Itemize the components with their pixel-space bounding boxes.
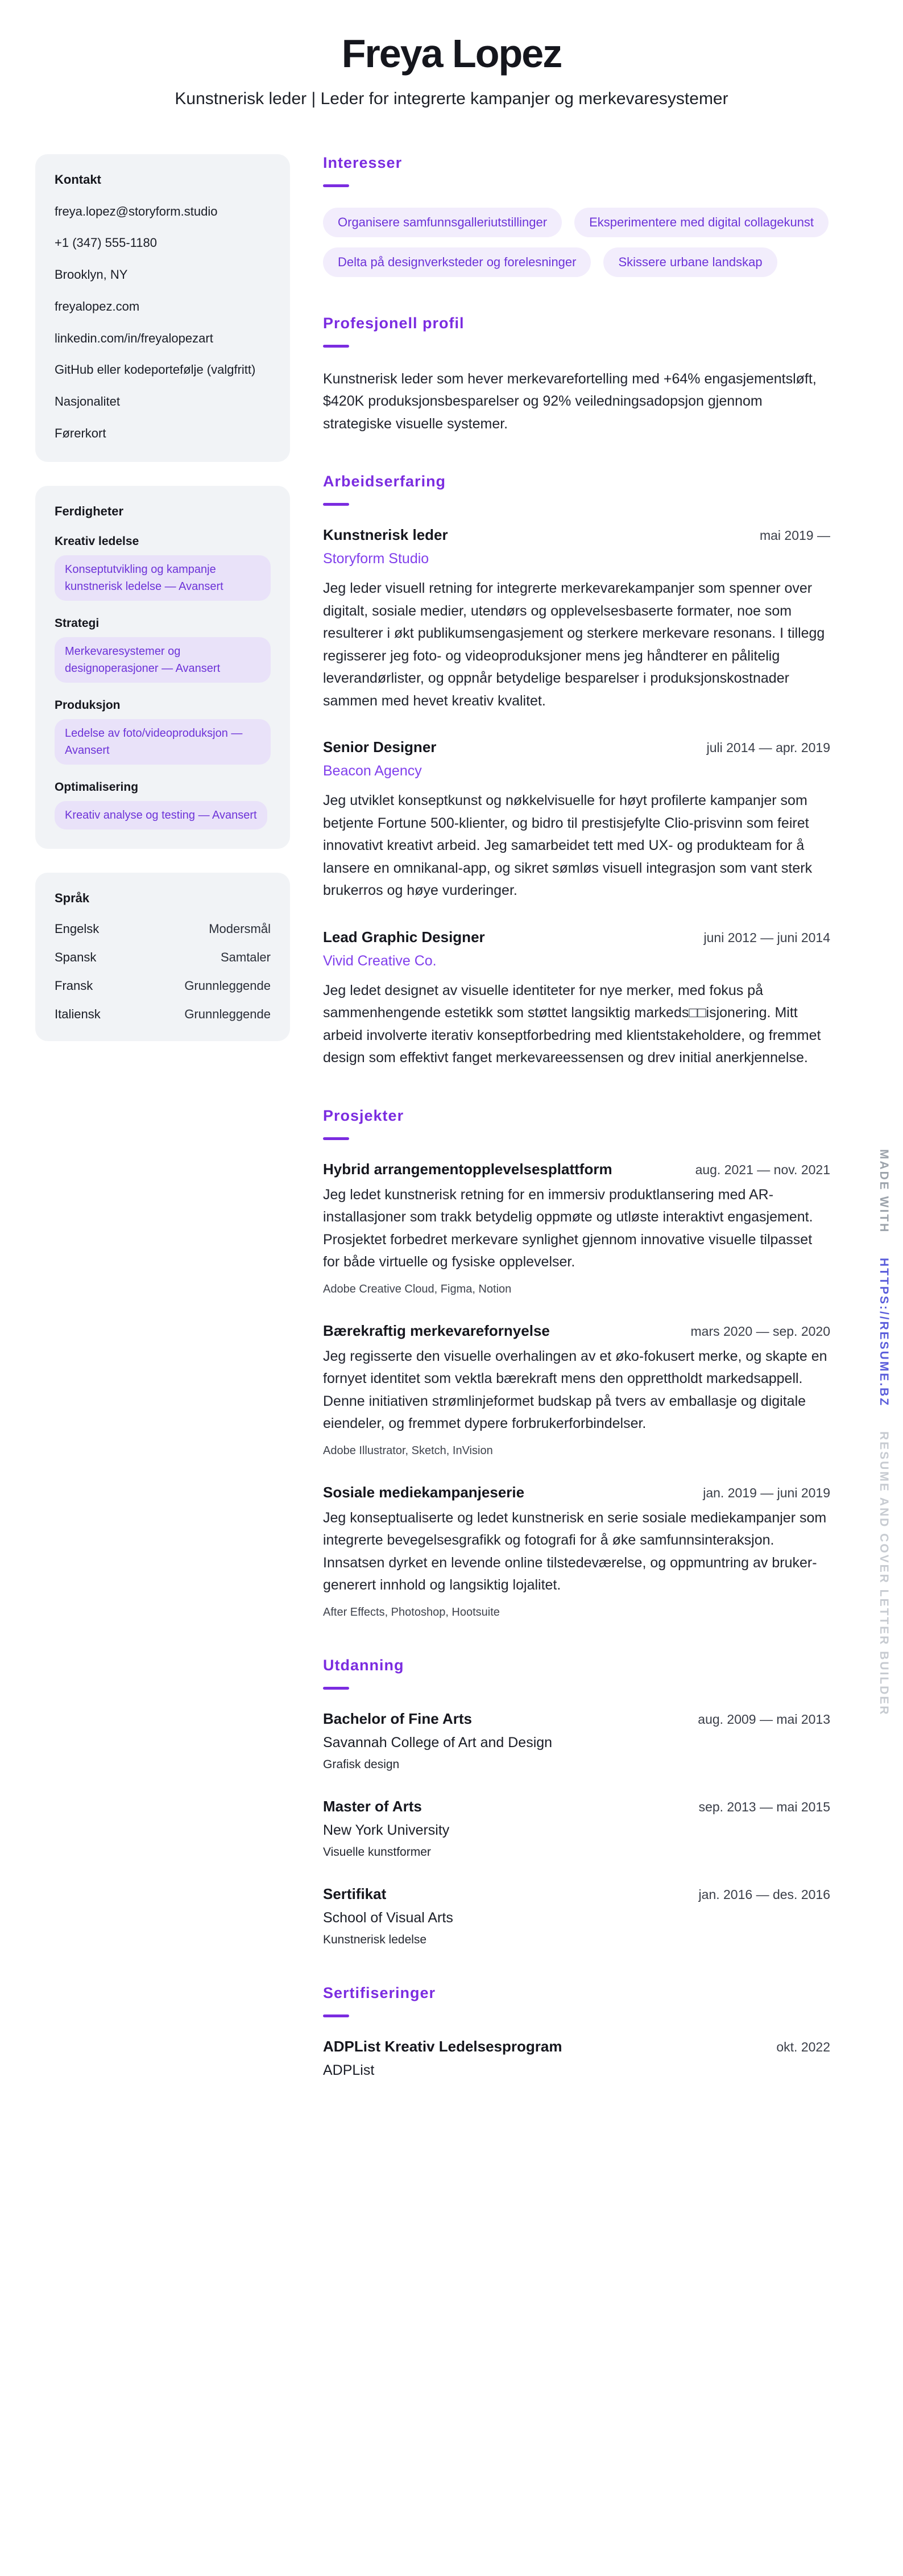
section-experience <box>323 473 830 1070</box>
certification-date: okt. 2022 <box>776 2039 830 2054</box>
section-profile <box>323 315 830 436</box>
skill-pill: Merkevaresystemer og designoperasjoner — Avansert <box>55 637 271 683</box>
job-dates: juni 2012 — juni 2014 <box>703 930 830 945</box>
language-name: Fransk <box>55 978 93 993</box>
certification-name: ADPList Kreativ Ledelsesprogram <box>323 2037 562 2055</box>
education-field: Kunstnerisk ledelse <box>323 1933 427 1946</box>
contact-email: freya.lopez@storyform.studio <box>55 204 218 218</box>
sidebar <box>35 154 290 1041</box>
language-row <box>55 1007 271 1022</box>
languages-card <box>35 873 290 1041</box>
person-tagline: Kunstnerisk leder | Leder for integrerte kampanjer og merkevaresystemer <box>175 89 728 108</box>
job-header <box>323 738 830 756</box>
project-title: Hybrid arrangementopplevelsesplattform <box>323 1160 612 1178</box>
watermark <box>877 1149 890 1716</box>
section-underline <box>323 1687 349 1690</box>
project-entry <box>323 1322 830 1458</box>
section-underline <box>323 184 349 187</box>
job-dates: juli 2014 — apr. 2019 <box>706 740 830 755</box>
project-description: Jeg konseptualiserte og ledet kunstnerisk en serie sosiale mediekampanjer som integrerte bevegelsesgrafikk og fotografi for å øke samfunnsinteraksjon. Innsatsen dyrket en levende online tilstedeværelse, og oppmuntring av bruker-generert innhold og langsiktig lojalitet. <box>323 1509 827 1593</box>
job-description: Jeg leder visuell retning for integrerte merkevarekampanjer som spenner over digitalt, sosiale medier, utendørs og opplevelsesbaserte formater, noe som resulterer i økt publikumsengasjement og sterkere merkevare resonans. I tillegg regisserer jeg foto- og videoproduksjoner mens jeg håndterer en pålitelig leverandørlister, og oppnår betydelige besparelser i produksjonskostnader sammen med hevet kreativ kvalitet. <box>323 580 825 709</box>
contact-phone: +1 (347) 555-1180 <box>55 236 158 250</box>
contact-card <box>35 154 290 462</box>
person-name: Freya Lopez <box>341 31 562 76</box>
project-tools: After Effects, Photoshop, Hootsuite <box>323 1605 500 1619</box>
section-certifications <box>323 1984 830 2079</box>
education-field: Visuelle kunstformer <box>323 1845 431 1859</box>
project-tools: Adobe Illustrator, Sketch, InVision <box>323 1444 493 1457</box>
project-tools: Adobe Creative Cloud, Figma, Notion <box>323 1282 512 1295</box>
education-entry <box>323 1885 830 1947</box>
job-title: Lead Graphic Designer <box>323 928 485 946</box>
skills-card <box>35 486 290 849</box>
project-entry <box>323 1161 830 1296</box>
watermark-url: HTTPS://RESUME.BZ <box>877 1258 890 1407</box>
project-dates: aug. 2021 — nov. 2021 <box>695 1162 830 1177</box>
degree-title: Sertifikat <box>323 1885 387 1902</box>
skill-group-label: Kreativ ledelse <box>55 534 139 548</box>
certification-issuer: ADPList <box>323 2062 375 2078</box>
job-title: Kunstnerisk leder <box>323 526 448 543</box>
project-title: Sosiale mediekampanjeserie <box>323 1483 525 1501</box>
profile-text: Kunstnerisk leder som hever merkevarefortelling med +64% engasjementsløft, $420K produksjonsbesparelser og 92% veiledningsadopsjon gjennom strategiske visuelle systemer. <box>323 370 817 432</box>
language-level: Grunnleggende <box>184 978 271 993</box>
certification-entry <box>323 2038 830 2079</box>
interest-pill: Organisere samfunnsgalleriutstillinger <box>323 208 562 237</box>
job-entry <box>323 738 830 902</box>
contact-github: GitHub eller kodeportefølje (valgfritt) <box>55 362 256 377</box>
degree-title: Bachelor of Fine Arts <box>323 1710 472 1727</box>
project-title: Bærekraftig merkevarefornyelse <box>323 1322 550 1339</box>
interest-pill: Delta på designverksteder og forelesninger <box>323 247 591 277</box>
contact-title: Kontakt <box>55 172 101 187</box>
contact-drivers-license: Førerkort <box>55 426 106 441</box>
section-underline <box>323 345 349 348</box>
language-row <box>55 950 271 965</box>
interest-pill: Eksperimentere med digital collagekunst <box>574 208 829 237</box>
language-level: Grunnleggende <box>184 1006 271 1021</box>
job-header <box>323 928 830 946</box>
education-school: School of Visual Arts <box>323 1909 453 1926</box>
section-education <box>323 1657 830 1947</box>
language-level: Modersmål <box>209 921 271 936</box>
skill-group-label: Strategi <box>55 616 100 630</box>
project-header <box>323 1161 830 1178</box>
content-columns <box>0 154 903 2116</box>
education-header <box>323 1710 830 1728</box>
education-field: Grafisk design <box>323 1757 400 1771</box>
skill-group-label: Produksjon <box>55 698 121 712</box>
watermark-builder-text: RESUME AND COVER LETTER BUILDER <box>877 1431 890 1716</box>
contact-nationality: Nasjonalitet <box>55 394 120 409</box>
section-title: Prosjekter <box>323 1107 404 1124</box>
language-name: Italiensk <box>55 1006 101 1021</box>
degree-title: Master of Arts <box>323 1797 422 1815</box>
resume-header <box>0 33 903 110</box>
project-dates: mars 2020 — sep. 2020 <box>690 1323 830 1339</box>
skill-pill: Ledelse av foto/videoproduksjon — Avansert <box>55 719 271 765</box>
job-description: Jeg utviklet konseptkunst og nøkkelvisuelle for høyt profilerte kampanjer som betjente Fortune 500-klienter, og bidro til prestisjefylte Clio-prisvinn som feiret innovativt kreativt arbeid. Jeg samarbeidet tett med UX- og produkteam for å lansere en omnikanal-app, og sikret sømløs visuell integrasjon som vant sterk brukerros og høye vurderinger. <box>323 792 813 898</box>
contact-linkedin: linkedin.com/in/freyalopezart <box>55 331 213 345</box>
project-header <box>323 1322 830 1340</box>
skill-group-label: Optimalisering <box>55 780 139 794</box>
section-title: Interesser <box>323 154 403 171</box>
education-school: Savannah College of Art and Design <box>323 1734 553 1751</box>
project-entry <box>323 1484 830 1619</box>
job-entry <box>323 928 830 1070</box>
job-dates: mai 2019 — <box>759 528 830 543</box>
language-level: Samtaler <box>220 950 271 964</box>
job-entry <box>323 526 830 712</box>
section-underline <box>323 1137 349 1140</box>
section-underline <box>323 2014 349 2017</box>
interest-pill: Skissere urbane landskap <box>603 247 777 277</box>
skill-pill: Konseptutvikling og kampanje kunstnerisk ledelse — Avansert <box>55 555 271 601</box>
project-dates: jan. 2019 — juni 2019 <box>703 1485 830 1500</box>
contact-location: Brooklyn, NY <box>55 267 128 282</box>
interest-pill-list <box>323 208 830 277</box>
education-school: New York University <box>323 1822 450 1838</box>
section-title: Arbeidserfaring <box>323 473 446 490</box>
main-column <box>323 154 868 2116</box>
project-description: Jeg regisserte den visuelle overhalingen av et øko-fokusert merke, og skapte en fornyet identitet som vektla bærekraft mens den opprettholdt markedsappell. Denne initiativen strømlinjeformet budskap på tvers av emballasje og digitale eiendeler, og fremmet dypere forbrukerforbindelser. <box>323 1348 827 1431</box>
section-projects <box>323 1107 830 1619</box>
job-header <box>323 526 830 544</box>
certification-header <box>323 2038 830 2055</box>
job-title: Senior Designer <box>323 738 437 756</box>
language-row <box>55 922 271 936</box>
education-header <box>323 1798 830 1815</box>
contact-website: freyalopez.com <box>55 299 140 313</box>
language-row <box>55 979 271 993</box>
languages-title: Språk <box>55 890 90 905</box>
job-company: Beacon Agency <box>323 763 422 779</box>
section-title: Utdanning <box>323 1656 404 1674</box>
education-entry <box>323 1710 830 1772</box>
project-header <box>323 1484 830 1501</box>
section-title: Profesjonell profil <box>323 314 465 332</box>
job-company: Vivid Creative Co. <box>323 952 437 969</box>
language-name: Engelsk <box>55 921 100 936</box>
education-dates: aug. 2009 — mai 2013 <box>698 1711 830 1727</box>
education-dates: sep. 2013 — mai 2015 <box>698 1799 830 1814</box>
skill-pill: Kreativ analyse og testing — Avansert <box>55 801 267 829</box>
section-interests <box>323 154 830 277</box>
section-title: Sertifiseringer <box>323 1984 436 2001</box>
education-dates: jan. 2016 — des. 2016 <box>698 1886 830 1902</box>
skills-title: Ferdigheter <box>55 503 124 518</box>
education-header <box>323 1885 830 1903</box>
job-description: Jeg ledet designet av visuelle identiteter for nye merker, med fokus på sammenhengende estetikk som støttet langsiktig markeds□□isjonering. Mitt arbeid involverte iterativ konseptforbedring med klientstakeholdere, og fremmet design som effektivt fanget merkevareessensen og drev initial anerkjennelse. <box>323 982 821 1066</box>
language-name: Spansk <box>55 950 97 964</box>
section-underline <box>323 503 349 506</box>
watermark-made-with: MADE WITH <box>877 1149 890 1234</box>
project-description: Jeg ledet kunstnerisk retning for en immersiv produktlansering med AR-installasjoner som trakk betydelig oppmøte og utløste interaktivt engasjement. Prosjektet forbedret merkevare synlighet gjennom innovative visuelle tilpasset for både virtuelle og fysiske opplevelser. <box>323 1186 813 1270</box>
job-company: Storyform Studio <box>323 551 429 567</box>
education-entry <box>323 1798 830 1859</box>
